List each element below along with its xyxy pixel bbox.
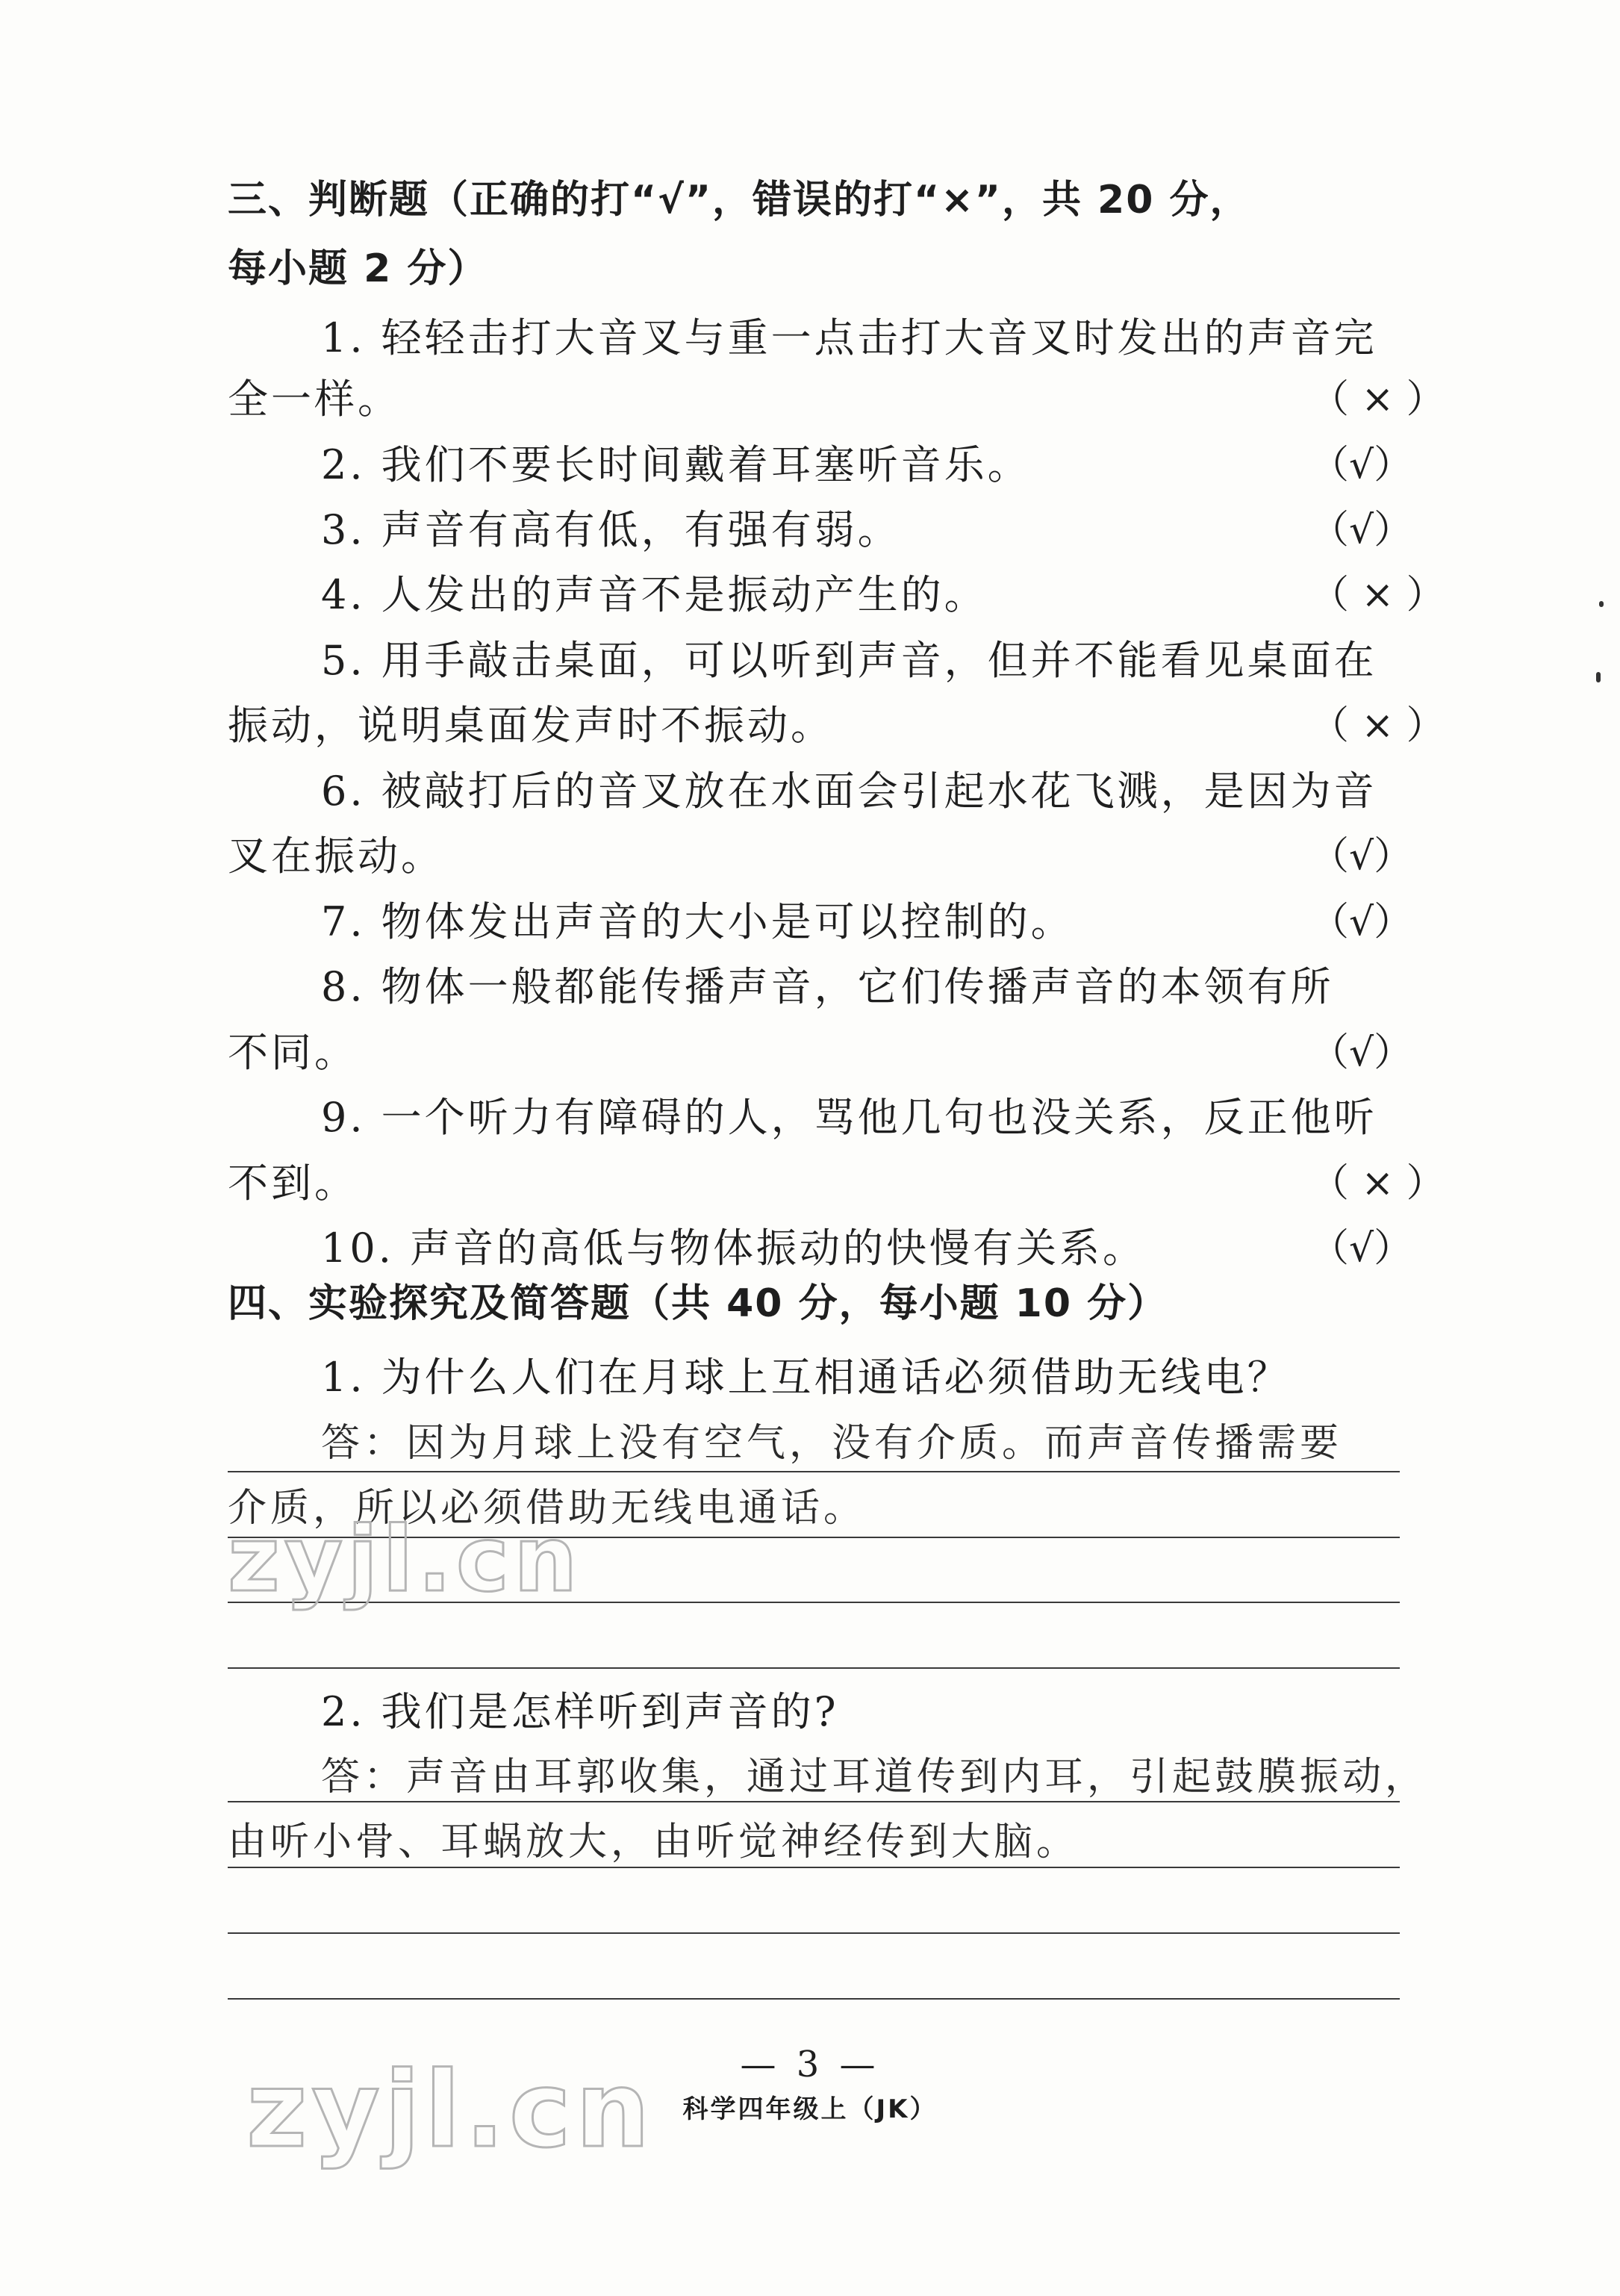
scan-speck bbox=[1599, 601, 1604, 607]
section4-heading: 四、实验探究及简答题（共 40 分，每小题 10 分） bbox=[228, 1281, 1168, 1326]
question-9-line2: 不到。 bbox=[228, 1160, 358, 1207]
answer-mark-3: （√） bbox=[1310, 508, 1413, 553]
answer-mark-7: （√） bbox=[1310, 900, 1413, 945]
section4-answer-2-line2: 由听小骨、耳蜗放大，由听觉神经传到大脑。 bbox=[228, 1820, 1080, 1864]
answer-mark-1: （ × ） bbox=[1310, 377, 1445, 422]
section4-answer-1-line2: 介质，所以必须借助无线电通话。 bbox=[228, 1486, 867, 1531]
answer-rule bbox=[228, 1998, 1400, 2000]
section4-answer-1-line1: 答：因为月球上没有空气，没有介质。而声音传播需要 bbox=[321, 1421, 1343, 1466]
scan-speck bbox=[1596, 672, 1601, 682]
section4-answer-2-line1: 答：声音由耳郭收集，通过耳道传到内耳，引起鼓膜振动， bbox=[321, 1755, 1428, 1799]
section4-question-1: 1. 为什么人们在月球上互相通话必须借助无线电？ bbox=[321, 1354, 1291, 1401]
question-7-line1: 7. 物体发出声音的大小是可以控制的。 bbox=[321, 898, 1074, 945]
watermark-logo: zyjl.cn bbox=[228, 1508, 582, 1612]
question-4-line1: 4. 人发出的声音不是振动产生的。 bbox=[321, 571, 988, 618]
answer-mark-9: （ × ） bbox=[1310, 1161, 1445, 1206]
section3-heading-line2: 每小题 2 分） bbox=[228, 246, 488, 291]
section3-heading-line1: 三、判断题（正确的打“√”，错误的打“×”，共 20 分， bbox=[228, 178, 1250, 223]
watermark-logo: zyjl.cn bbox=[246, 2050, 655, 2171]
question-5-line2: 振动，说明桌面发声时不振动。 bbox=[228, 702, 834, 749]
answer-rule bbox=[228, 1471, 1400, 1472]
answer-mark-2: （√） bbox=[1310, 443, 1413, 488]
answer-rule bbox=[228, 1667, 1400, 1669]
section4-question-2: 2. 我们是怎样听到声音的? bbox=[321, 1688, 839, 1735]
book-title: 科学四年级上（JK） bbox=[682, 2094, 938, 2124]
answer-mark-5: （ × ） bbox=[1310, 703, 1445, 748]
question-6-line2: 叉在振动。 bbox=[228, 833, 444, 880]
answer-rule bbox=[228, 1867, 1400, 1868]
question-10-line1: 10. 声音的高低与物体振动的快慢有关系。 bbox=[321, 1225, 1147, 1272]
page-number: — 3 — bbox=[740, 2044, 880, 2085]
question-8-line2: 不同。 bbox=[228, 1029, 358, 1076]
answer-mark-10: （√） bbox=[1310, 1226, 1413, 1271]
question-8-line1: 8. 物体一般都能传播声音，它们传播声音的本领有所 bbox=[321, 963, 1334, 1010]
question-2-line1: 2. 我们不要长时间戴着耳塞听音乐。 bbox=[321, 441, 1031, 488]
question-1-line2: 全一样。 bbox=[228, 376, 401, 423]
question-5-line1: 5. 用手敲击桌面，可以听到声音，但并不能看见桌面在 bbox=[321, 637, 1377, 684]
question-9-line1: 9. 一个听力有障碍的人，骂他几句也没关系，反正他听 bbox=[321, 1094, 1377, 1141]
question-1-line1: 1. 轻轻击打大音叉与重一点击打大音叉时发出的声音完 bbox=[321, 314, 1377, 361]
answer-mark-8: （√） bbox=[1310, 1030, 1413, 1075]
answer-mark-4: （ × ） bbox=[1310, 573, 1445, 617]
question-6-line1: 6. 被敲打后的音叉放在水面会引起水花飞溅，是因为音 bbox=[321, 768, 1377, 815]
answer-rule bbox=[228, 1801, 1400, 1802]
question-3-line1: 3. 声音有高有低，有强有弱。 bbox=[321, 506, 901, 553]
answer-rule bbox=[228, 1932, 1400, 1934]
answer-mark-6: （√） bbox=[1310, 834, 1413, 879]
